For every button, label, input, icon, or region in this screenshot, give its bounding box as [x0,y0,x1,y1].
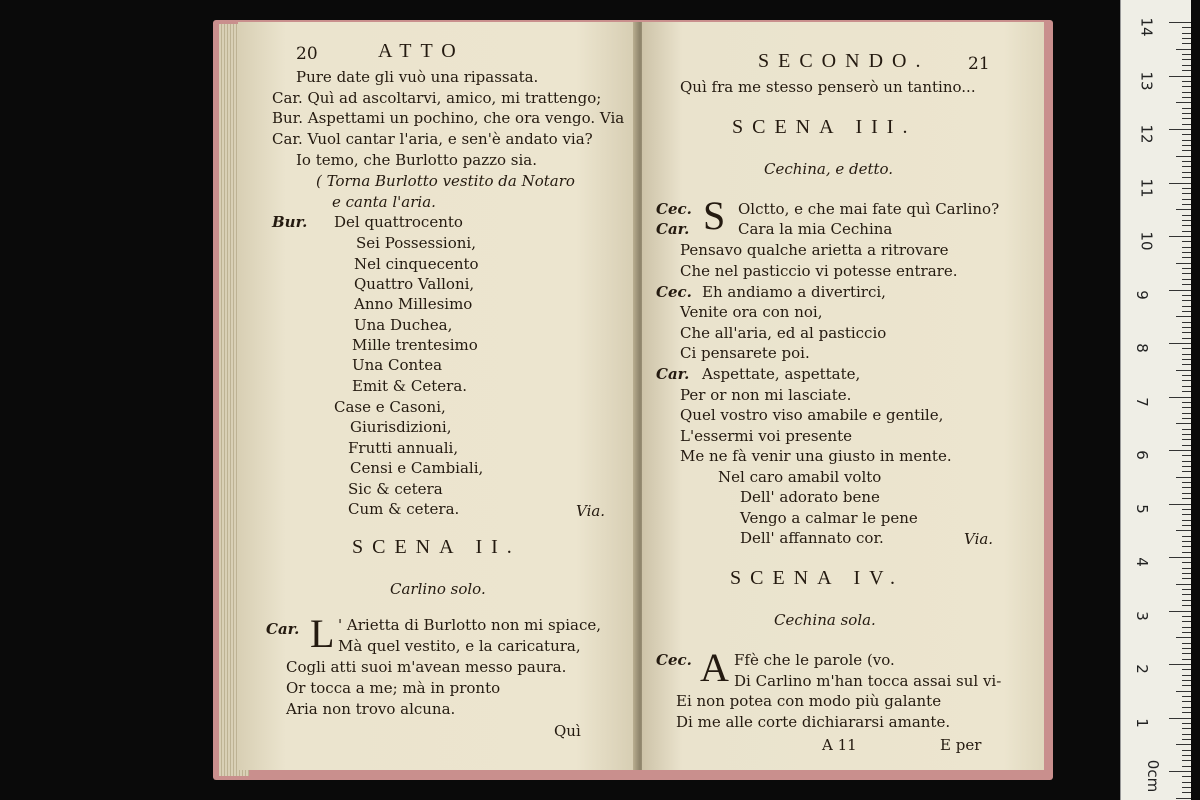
verse-line: Anno Millesimo [354,295,473,313]
text-line: Che nel pasticcio vi potesse entrare. [680,262,958,280]
ruler-tick [1182,493,1191,494]
ruler-tick [1182,338,1191,339]
ruler-tick [1182,594,1191,595]
ruler-tick [1182,380,1191,381]
ruler-tick [1182,600,1191,601]
ruler-tick [1169,183,1191,184]
text-line: Me ne fà venir una giusto in mente. [680,447,952,465]
ruler-tick [1182,204,1191,205]
ruler-tick [1182,268,1191,269]
ruler-tick [1182,439,1191,440]
ruler-tick [1182,231,1191,232]
ruler-tick [1176,49,1191,50]
ruler-tick [1182,306,1191,307]
ruler-tick [1176,744,1191,745]
ruler-tick [1182,536,1191,537]
stage-direction: ( Torna Burlotto vestito da Notaro [316,172,575,190]
ruler-tick [1182,648,1191,649]
verse-line: Censi e Cambiali, [350,459,484,477]
catchword: E per [940,736,982,754]
ruler-tick [1176,316,1191,317]
ruler-tick [1169,397,1191,398]
text-line: Aspettate, aspettate, [702,365,861,383]
drop-cap: S [703,193,726,238]
text-line: Car. Vuol cantar l'aria, e sen'è andato via? [272,130,593,148]
ruler-tick [1182,300,1191,301]
text-line: Ffè che le parole (vo. [734,651,895,669]
ruler-tick [1182,461,1191,462]
ruler-tick [1169,611,1191,612]
ruler-tick [1182,750,1191,751]
ruler-tick [1182,407,1191,408]
ruler-tick [1182,241,1191,242]
ruler-tick [1182,150,1191,151]
ruler-tick [1176,798,1191,799]
ruler-tick [1176,209,1191,210]
ruler-number: 2 [1132,664,1151,674]
ruler-tick [1182,402,1191,403]
text-line: Aria non trovo alcuna. [286,700,456,718]
ruler-tick [1182,455,1191,456]
verse-line: Quattro Valloni, [354,275,475,293]
ruler-tick [1182,669,1191,670]
measurement-ruler [1120,0,1191,800]
text-line: Cara la mia Cechina [738,220,893,238]
ruler-tick [1176,370,1191,371]
ruler-tick [1182,562,1191,563]
ruler-tick [1182,782,1191,783]
ruler-tick [1182,707,1191,708]
speaker-label: Car. [656,365,690,383]
ruler-tick [1182,429,1191,430]
ruler-tick [1182,375,1191,376]
ruler-tick [1176,263,1191,264]
page-number: 21 [968,54,990,74]
ruler-tick [1176,584,1191,585]
verse-line: Mille trentesimo [352,336,478,354]
scene-heading: SCENA IV. [730,567,904,589]
ruler-tick [1182,734,1191,735]
ruler-tick [1182,354,1191,355]
stage-direction: Via. [964,530,994,548]
ruler-tick [1169,129,1191,130]
ruler-tick [1182,413,1191,414]
ruler-tick [1182,134,1191,135]
ruler-tick [1182,59,1191,60]
speaker-label: Cec. [656,283,692,301]
ruler-tick [1182,509,1191,510]
ruler-tick [1182,552,1191,553]
text-line: Bur. Aspettami un pochino, che ora vengo. Via [272,109,625,127]
ruler-tick [1169,450,1191,451]
ruler-number: 14 [1137,17,1156,37]
drop-cap: A [700,645,729,690]
ruler-tick [1176,477,1191,478]
ruler-tick [1182,199,1191,200]
verse-line: Sic & cetera [348,480,443,498]
ruler-tick [1182,364,1191,365]
verse-line: Nel caro amabil volto [718,468,882,486]
ruler-tick [1182,54,1191,55]
ruler-tick [1182,172,1191,173]
text-line: Eh andiamo a divertirci, [702,283,886,301]
ruler-tick [1169,76,1191,77]
ruler-tick [1182,92,1191,93]
ruler-tick [1182,675,1191,676]
verse-line: Vengo a calmar le pene [740,509,918,527]
text-line: Che all'aria, ed al pasticcio [680,324,887,342]
verse-line: Del quattrocento [334,213,463,231]
ruler-tick [1182,359,1191,360]
ruler-tick [1182,685,1191,686]
ruler-tick [1182,33,1191,34]
ruler-tick [1182,627,1191,628]
text-line: Di me alle corte dichiararsi amante. [676,713,951,731]
ruler-tick [1182,257,1191,258]
ruler-tick [1182,193,1191,194]
ruler-tick [1182,723,1191,724]
ruler-tick [1182,140,1191,141]
text-line: Venite ora con noi, [680,303,823,321]
ruler-number: 0cm [1144,759,1163,793]
ruler-tick [1182,43,1191,44]
ruler-tick [1182,632,1191,633]
ruler-tick [1182,145,1191,146]
speaker-label: Car. [656,220,690,238]
running-head: SECONDO. [758,50,930,72]
scene-subtitle: Cechina sola. [774,611,876,629]
text-line: Io temo, che Burlotto pazzo sia. [296,151,538,169]
scene-subtitle: Cechina, e detto. [764,160,894,178]
ruler-tick [1182,696,1191,697]
ruler-tick [1182,65,1191,66]
ruler-tick [1182,653,1191,654]
ruler-tick [1182,81,1191,82]
ruler-tick [1182,487,1191,488]
ruler-number: 3 [1132,610,1151,621]
ruler-number: 6 [1132,450,1151,460]
text-line: Or tocca a me; mà in pronto [286,679,501,697]
ruler-number: 1 [1132,717,1151,728]
ruler-tick [1182,86,1191,87]
ruler-tick [1169,236,1191,237]
ruler-tick [1182,188,1191,189]
ruler-tick [1182,27,1191,28]
ruler-tick [1169,771,1191,772]
ruler-tick [1169,22,1191,23]
ruler-tick [1182,418,1191,419]
scene-heading: SCENA II. [352,536,521,558]
ruler-tick [1169,504,1191,505]
text-line: Di Carlino m'han tocca assai sul vi- [734,672,1002,690]
ruler-tick [1182,327,1191,328]
ruler-tick [1169,343,1191,344]
ruler-tick [1182,616,1191,617]
ruler-tick [1182,332,1191,333]
ruler-tick [1169,718,1191,719]
verse-line: Dell' affannato cor. [740,529,884,547]
signature-mark: A 11 [822,736,857,754]
ruler-number: 11 [1137,177,1156,198]
ruler-tick [1182,712,1191,713]
verse-line: Case e Casoni, [334,398,446,416]
text-line: Pensavo qualche arietta a ritrovare [680,241,949,259]
ruler-tick [1182,348,1191,349]
ruler-tick [1182,643,1191,644]
text-line: Per or non mi lasciate. [680,386,852,404]
verse-line: Una Contea [352,356,443,374]
verse-line: Cum & cetera. [348,500,460,518]
stage-direction: e canta l'aria. [332,193,436,211]
verse-line: Nel cinquecento [354,255,479,273]
ruler-tick [1182,568,1191,569]
ruler-tick [1182,728,1191,729]
ruler-number: 10 [1137,231,1156,251]
catchword: Quì [554,722,581,740]
verse-line: Emit & Cetera. [352,377,468,395]
ruler-tick [1169,664,1191,665]
ruler-tick [1182,279,1191,280]
ruler-tick [1182,589,1191,590]
ruler-tick [1182,113,1191,114]
text-line: Quel vostro viso amabile e gentile, [680,406,944,424]
ruler-tick [1182,311,1191,312]
verse-line: Dell' adorato bene [740,488,880,506]
ruler-tick [1176,530,1191,531]
ruler-tick [1176,156,1191,157]
ruler-tick [1169,290,1191,291]
scene-subtitle: Carlino solo. [390,580,486,598]
ruler-tick [1182,386,1191,387]
speaker-label: Bur. [272,213,308,231]
ruler-tick [1182,766,1191,767]
ruler-number: 5 [1132,503,1151,514]
ruler-number: 4 [1132,557,1151,567]
ruler-tick [1169,557,1191,558]
ruler-tick [1182,578,1191,579]
ruler-tick [1182,70,1191,71]
scene-heading: SCENA III. [732,116,917,138]
ruler-tick [1182,787,1191,788]
text-line: Ei non potea con modo più galante [676,692,942,710]
running-head: ATTO [378,40,465,62]
ruler-tick [1182,482,1191,483]
ruler-tick [1176,637,1191,638]
ruler-tick [1182,252,1191,253]
text-line: Cogli atti suoi m'avean messo paura. [286,658,567,676]
ruler-tick [1182,701,1191,702]
stage-direction: Via. [576,502,606,520]
text-line: Quì fra me stesso penserò un tantino... [680,78,976,96]
text-line: Pure date gli vuò una ripassata. [296,68,539,86]
ruler-tick [1182,466,1191,467]
text-line: Ci pensarete poi. [680,344,810,362]
ruler-tick [1182,605,1191,606]
ruler-tick [1182,525,1191,526]
ruler-tick [1182,97,1191,98]
ruler-tick [1182,247,1191,248]
ruler-tick [1182,760,1191,761]
page-number: 20 [296,44,318,64]
text-line: Mà quel vestito, e la caricatura, [338,637,581,655]
verse-line: Sei Possessioni, [356,234,476,252]
ruler-number: 12 [1137,124,1156,144]
ruler-tick [1182,776,1191,777]
ruler-tick [1182,295,1191,296]
ruler-tick [1176,423,1191,424]
ruler-tick [1182,471,1191,472]
ruler-tick [1182,177,1191,178]
speaker-label: Cec. [656,651,692,669]
text-line: ' Arietta di Burlotto non mi spiace, [338,616,602,634]
ruler-tick [1182,573,1191,574]
text-line: Olctto, e che mai fate quì Carlino? [738,200,1000,218]
speaker-label: Car. [266,620,300,638]
verse-line: Una Duchea, [354,316,453,334]
ruler-tick [1182,108,1191,109]
ruler-tick [1182,273,1191,274]
verse-line: Frutti annuali, [348,439,459,457]
ruler-number: 8 [1132,343,1151,353]
ruler-number: 9 [1132,289,1151,300]
drop-cap: L [310,611,335,656]
ruler-tick [1182,621,1191,622]
ruler-number: 13 [1137,70,1156,91]
ruler-tick [1182,739,1191,740]
verse-line: Giurisdizioni, [350,418,452,436]
ruler-tick [1182,498,1191,499]
ruler-tick [1182,792,1191,793]
ruler-tick [1182,391,1191,392]
ruler-tick [1182,118,1191,119]
text-line: Car. Quì ad ascoltarvi, amico, mi trattengo; [272,89,602,107]
ruler-tick [1182,755,1191,756]
ruler-tick [1182,38,1191,39]
ruler-tick [1182,284,1191,285]
ruler-tick [1182,659,1191,660]
ruler-tick [1182,445,1191,446]
ruler-tick [1182,546,1191,547]
ruler-tick [1176,691,1191,692]
ruler-tick [1182,680,1191,681]
ruler-tick [1182,322,1191,323]
ruler-tick [1182,225,1191,226]
text-line: L'essermi voi presente [680,427,853,445]
ruler-tick [1182,541,1191,542]
ruler-tick [1182,520,1191,521]
ruler-tick [1182,514,1191,515]
ruler-tick [1182,124,1191,125]
speaker-label: Cec. [656,200,692,218]
ruler-tick [1176,102,1191,103]
ruler-tick [1182,215,1191,216]
ruler-tick [1182,434,1191,435]
ruler-tick [1182,220,1191,221]
ruler-number: 7 [1132,396,1151,407]
ruler-tick [1182,166,1191,167]
ruler-tick [1182,161,1191,162]
